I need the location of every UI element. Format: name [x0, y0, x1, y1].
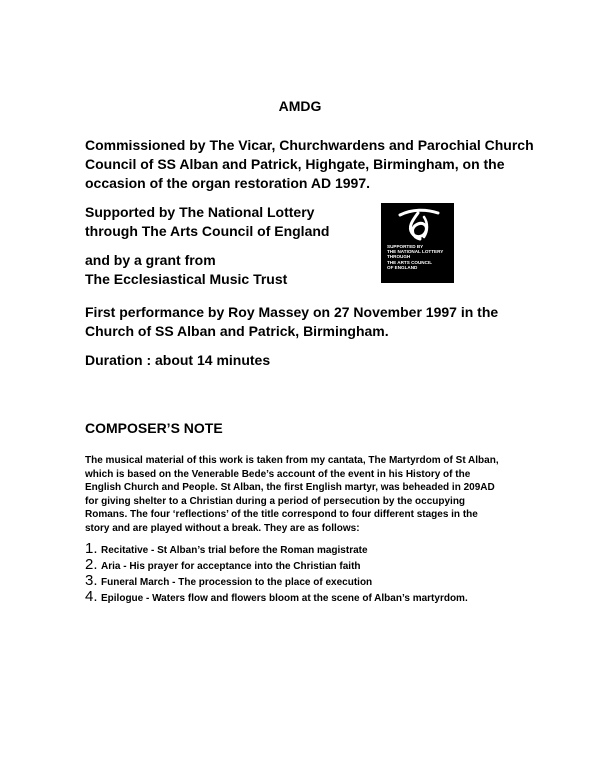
grant-paragraph	[85, 251, 375, 289]
arts-council-emblem-icon	[394, 207, 442, 243]
list-item-number: 1.	[85, 540, 98, 557]
list-item-text: Aria - His prayer for acceptance into the Christian faith	[101, 561, 361, 572]
grant-line-1: and by a grant from	[85, 252, 216, 268]
support-line-1: Supported by The National Lottery	[85, 204, 315, 220]
list-item-number: 4.	[85, 588, 98, 605]
list-item	[85, 588, 505, 604]
support-paragraph	[85, 203, 375, 241]
movement-list	[85, 540, 505, 604]
performance-paragraph: First performance by Roy Massey on 27 November 1997 in the Church of SS Alban and Patrick, Birmingham.	[85, 304, 499, 339]
list-item-number: 3.	[85, 572, 98, 589]
support-line-2: through The Arts Council of England	[85, 223, 330, 239]
composers-note-body: The musical material of this work is taken from my cantata, The Martyrdom of St Alban, which is based on the Venerable Bede’s account of the event in his History of the English Church and People. St Alban, the first English martyr, was beheaded in 209AD for giving shelter to a Christian during a period of persecution by the occupying Romans. The four ‘reflections’ of the title correspond to four different stages in the story and are played without a break. They are as follows:	[85, 455, 499, 534]
duration-text: Duration : about 14 minutes	[85, 352, 271, 368]
arts-council-logo	[381, 203, 454, 283]
list-item-number: 2.	[85, 556, 98, 573]
commission-paragraph: Commissioned by The Vicar, Churchwardens and Parochial Church Council of SS Alban and Patrick, Highgate, Birmingham, on the occasion of the organ restoration AD 1997.	[85, 137, 534, 191]
grant-line-2: The Ecclesiastical Music Trust	[85, 271, 288, 287]
composers-note-title: COMPOSER’S NOTE	[85, 420, 223, 436]
list-item-text: Funeral March - The procession to the place of execution	[101, 577, 373, 588]
logo-caption: SUPPORTED BY THE NATIONAL LOTTERY THROUGH THE ARTS COUNCIL OF ENGLAND	[387, 244, 444, 270]
list-item	[85, 540, 505, 556]
page-title: AMDG	[278, 98, 322, 114]
list-item-text: Epilogue - Waters flow and flowers bloom at the scene of Alban’s martyrdom.	[101, 593, 468, 604]
list-item	[85, 572, 505, 588]
list-item-text: Recitative - St Alban’s trial before the Roman magistrate	[101, 545, 368, 556]
list-item	[85, 556, 505, 572]
